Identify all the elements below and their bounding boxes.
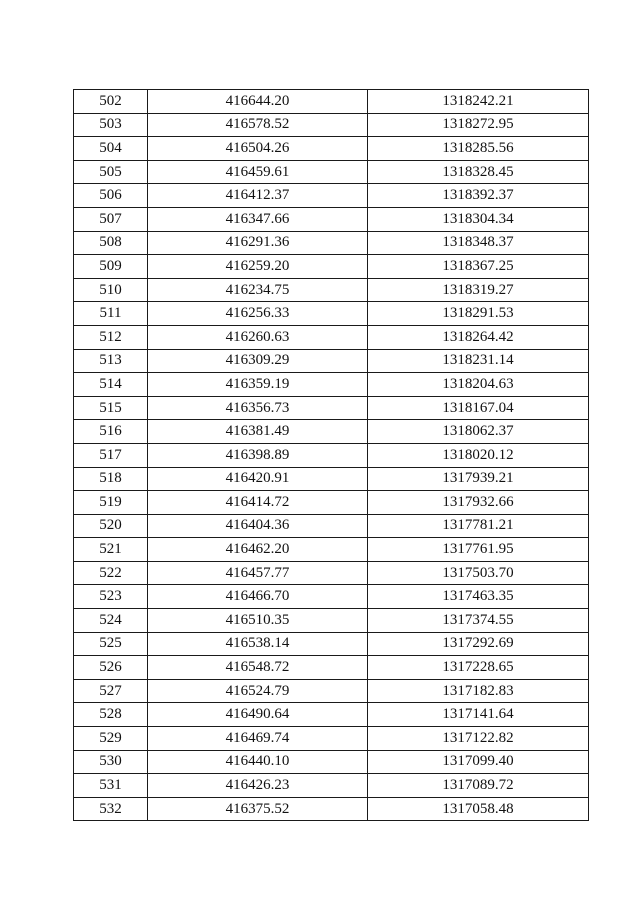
table-row bbox=[74, 207, 589, 231]
x-coordinate-cell: 416414.72 bbox=[148, 491, 368, 515]
x-coordinate-cell: 416234.75 bbox=[148, 278, 368, 302]
point-number-cell: 514 bbox=[74, 373, 148, 397]
y-coordinate-cell: 1318062.37 bbox=[368, 420, 589, 444]
x-coordinate-cell: 416490.64 bbox=[148, 703, 368, 727]
table-row bbox=[74, 750, 589, 774]
x-coordinate-cell: 416548.72 bbox=[148, 656, 368, 680]
table-row bbox=[74, 255, 589, 279]
table-row bbox=[74, 703, 589, 727]
table-row bbox=[74, 137, 589, 161]
point-number-cell: 504 bbox=[74, 137, 148, 161]
table-row bbox=[74, 514, 589, 538]
point-number-cell: 505 bbox=[74, 160, 148, 184]
y-coordinate-cell: 1318264.42 bbox=[368, 325, 589, 349]
table-row bbox=[74, 656, 589, 680]
table-row bbox=[74, 420, 589, 444]
y-coordinate-cell: 1318285.56 bbox=[368, 137, 589, 161]
point-number-cell: 530 bbox=[74, 750, 148, 774]
point-number-cell: 521 bbox=[74, 538, 148, 562]
table-row bbox=[74, 349, 589, 373]
point-number-cell: 506 bbox=[74, 184, 148, 208]
y-coordinate-cell: 1317939.21 bbox=[368, 467, 589, 491]
y-coordinate-cell: 1317463.35 bbox=[368, 585, 589, 609]
point-number-cell: 531 bbox=[74, 774, 148, 798]
y-coordinate-cell: 1318167.04 bbox=[368, 396, 589, 420]
x-coordinate-cell: 416404.36 bbox=[148, 514, 368, 538]
table-row bbox=[74, 632, 589, 656]
point-number-cell: 508 bbox=[74, 231, 148, 255]
y-coordinate-cell: 1317122.82 bbox=[368, 727, 589, 751]
y-coordinate-cell: 1318348.37 bbox=[368, 231, 589, 255]
x-coordinate-cell: 416381.49 bbox=[148, 420, 368, 444]
x-coordinate-cell: 416309.29 bbox=[148, 349, 368, 373]
table-row bbox=[74, 467, 589, 491]
table-row bbox=[74, 727, 589, 751]
point-number-cell: 528 bbox=[74, 703, 148, 727]
table-row bbox=[74, 585, 589, 609]
y-coordinate-cell: 1317228.65 bbox=[368, 656, 589, 680]
y-coordinate-cell: 1318367.25 bbox=[368, 255, 589, 279]
y-coordinate-cell: 1317058.48 bbox=[368, 797, 589, 821]
y-coordinate-cell: 1318319.27 bbox=[368, 278, 589, 302]
x-coordinate-cell: 416504.26 bbox=[148, 137, 368, 161]
y-coordinate-cell: 1317182.83 bbox=[368, 679, 589, 703]
table-row bbox=[74, 160, 589, 184]
x-coordinate-cell: 416256.33 bbox=[148, 302, 368, 326]
y-coordinate-cell: 1317781.21 bbox=[368, 514, 589, 538]
x-coordinate-cell: 416356.73 bbox=[148, 396, 368, 420]
x-coordinate-cell: 416259.20 bbox=[148, 255, 368, 279]
table-row bbox=[74, 231, 589, 255]
x-coordinate-cell: 416420.91 bbox=[148, 467, 368, 491]
y-coordinate-cell: 1317089.72 bbox=[368, 774, 589, 798]
x-coordinate-cell: 416398.89 bbox=[148, 443, 368, 467]
table-row bbox=[74, 113, 589, 137]
point-number-cell: 526 bbox=[74, 656, 148, 680]
coordinate-table-body bbox=[74, 90, 589, 821]
table-row bbox=[74, 302, 589, 326]
point-number-cell: 519 bbox=[74, 491, 148, 515]
point-number-cell: 523 bbox=[74, 585, 148, 609]
x-coordinate-cell: 416510.35 bbox=[148, 609, 368, 633]
x-coordinate-cell: 416260.63 bbox=[148, 325, 368, 349]
point-number-cell: 512 bbox=[74, 325, 148, 349]
point-number-cell: 510 bbox=[74, 278, 148, 302]
x-coordinate-cell: 416538.14 bbox=[148, 632, 368, 656]
y-coordinate-cell: 1318272.95 bbox=[368, 113, 589, 137]
x-coordinate-cell: 416469.74 bbox=[148, 727, 368, 751]
table-row bbox=[74, 443, 589, 467]
x-coordinate-cell: 416291.36 bbox=[148, 231, 368, 255]
x-coordinate-cell: 416375.52 bbox=[148, 797, 368, 821]
table-row bbox=[74, 373, 589, 397]
table-row bbox=[74, 491, 589, 515]
point-number-cell: 529 bbox=[74, 727, 148, 751]
x-coordinate-cell: 416440.10 bbox=[148, 750, 368, 774]
x-coordinate-cell: 416644.20 bbox=[148, 90, 368, 114]
y-coordinate-cell: 1318328.45 bbox=[368, 160, 589, 184]
y-coordinate-cell: 1318204.63 bbox=[368, 373, 589, 397]
x-coordinate-cell: 416578.52 bbox=[148, 113, 368, 137]
table-row bbox=[74, 184, 589, 208]
point-number-cell: 522 bbox=[74, 561, 148, 585]
y-coordinate-cell: 1317374.55 bbox=[368, 609, 589, 633]
point-number-cell: 524 bbox=[74, 609, 148, 633]
x-coordinate-cell: 416462.20 bbox=[148, 538, 368, 562]
point-number-cell: 518 bbox=[74, 467, 148, 491]
x-coordinate-cell: 416359.19 bbox=[148, 373, 368, 397]
table-row bbox=[74, 679, 589, 703]
point-number-cell: 513 bbox=[74, 349, 148, 373]
y-coordinate-cell: 1318231.14 bbox=[368, 349, 589, 373]
x-coordinate-cell: 416412.37 bbox=[148, 184, 368, 208]
y-coordinate-cell: 1317761.95 bbox=[368, 538, 589, 562]
point-number-cell: 527 bbox=[74, 679, 148, 703]
y-coordinate-cell: 1317141.64 bbox=[368, 703, 589, 727]
table-row bbox=[74, 561, 589, 585]
table-row bbox=[74, 278, 589, 302]
table-row bbox=[74, 325, 589, 349]
point-number-cell: 502 bbox=[74, 90, 148, 114]
y-coordinate-cell: 1317503.70 bbox=[368, 561, 589, 585]
point-number-cell: 520 bbox=[74, 514, 148, 538]
table-row bbox=[74, 90, 589, 114]
x-coordinate-cell: 416524.79 bbox=[148, 679, 368, 703]
y-coordinate-cell: 1317932.66 bbox=[368, 491, 589, 515]
y-coordinate-cell: 1318242.21 bbox=[368, 90, 589, 114]
point-number-cell: 532 bbox=[74, 797, 148, 821]
y-coordinate-cell: 1318020.12 bbox=[368, 443, 589, 467]
x-coordinate-cell: 416426.23 bbox=[148, 774, 368, 798]
x-coordinate-cell: 416457.77 bbox=[148, 561, 368, 585]
point-number-cell: 525 bbox=[74, 632, 148, 656]
y-coordinate-cell: 1318291.53 bbox=[368, 302, 589, 326]
coordinate-table bbox=[73, 89, 589, 821]
x-coordinate-cell: 416347.66 bbox=[148, 207, 368, 231]
table-row bbox=[74, 609, 589, 633]
x-coordinate-cell: 416459.61 bbox=[148, 160, 368, 184]
point-number-cell: 517 bbox=[74, 443, 148, 467]
point-number-cell: 503 bbox=[74, 113, 148, 137]
y-coordinate-cell: 1318304.34 bbox=[368, 207, 589, 231]
table-row bbox=[74, 396, 589, 420]
table-row bbox=[74, 797, 589, 821]
point-number-cell: 507 bbox=[74, 207, 148, 231]
y-coordinate-cell: 1318392.37 bbox=[368, 184, 589, 208]
table-row bbox=[74, 538, 589, 562]
point-number-cell: 516 bbox=[74, 420, 148, 444]
x-coordinate-cell: 416466.70 bbox=[148, 585, 368, 609]
table-row bbox=[74, 774, 589, 798]
point-number-cell: 509 bbox=[74, 255, 148, 279]
y-coordinate-cell: 1317099.40 bbox=[368, 750, 589, 774]
y-coordinate-cell: 1317292.69 bbox=[368, 632, 589, 656]
point-number-cell: 515 bbox=[74, 396, 148, 420]
point-number-cell: 511 bbox=[74, 302, 148, 326]
